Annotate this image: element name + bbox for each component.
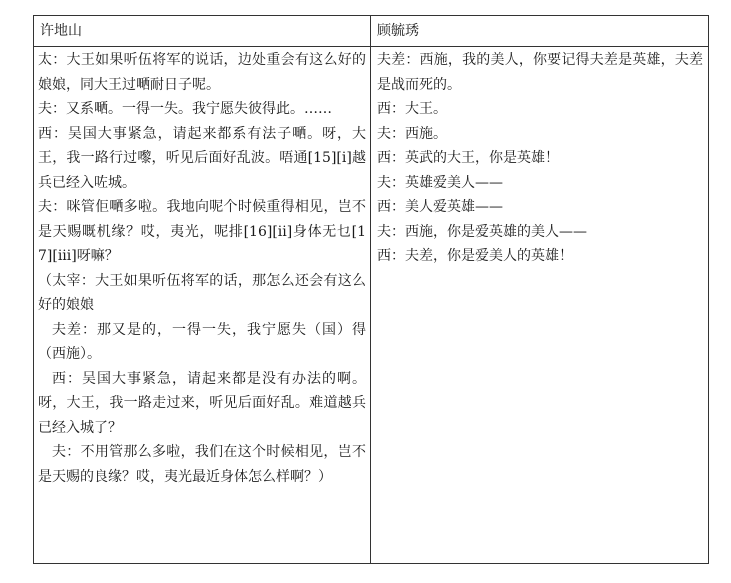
left-column-body [38,47,366,489]
right-column-body [377,47,703,269]
header-left: 许地山 [40,23,82,39]
right-paragraph: 西：美人爱英雄—— [377,199,503,215]
left-paragraph: 夫：又系嗮。一得一失。我宁愿失彼得此。…… [38,101,332,117]
right-paragraph: 夫：英雄爱美人—— [377,174,503,191]
right-paragraph: 夫：西施。 [377,125,447,142]
left-paragraph: 西：吴国大事紧急，请起来都系有法子嗮。呀，大王，我一路行过嚟，听见后面好乱波。唔通[15][i]越兵已经入咗城。 [38,125,366,191]
right-paragraph: 西：大王。 [377,101,447,117]
right-paragraph: 西：英武的大王，你是英雄！ [377,150,559,166]
right-paragraph: 夫：西施，你是爱英雄的美人—— [377,223,587,240]
comparison-table [33,15,709,564]
left-paragraph: 夫差：那又是的，一得一失，我宁愿失（国）得（西施）。 [38,321,366,362]
left-paragraph: 太：大王如果听伍将军的说话，边处重会有这么好的娘娘，同大王过嗮耐日子呢。 [38,52,366,93]
left-paragraph: 西：吴国大事紧急，请起来都是没有办法的啊。呀，大王，我一路走过来，听见后面好乱。难道越兵已经入城了？ [38,370,366,436]
left-paragraph: 夫：咪管佢嗮多啦。我地向呢个时候重得相见，岂不是天赐嘅机缘？哎，夷光，呢排[16][ii]身体无乜[17][iii]呀嘛？ [38,199,366,264]
column-divider [370,16,371,563]
right-paragraph: 西：夫差，你是爱美人的英雄！ [377,248,573,264]
right-paragraph: 夫差：西施，我的美人，你要记得夫差是英雄，夫差是战而死的。 [377,52,703,93]
left-paragraph: （太宰：大王如果听伍将军的话，那怎么还会有这么好的娘娘 [38,272,366,313]
left-paragraph: 夫：不用管那么多啦，我们在这个时候相见，岂不是天赐的良缘？哎，夷光最近身体怎么样啊？） [38,444,366,485]
header-right: 顾毓琇 [377,23,419,39]
